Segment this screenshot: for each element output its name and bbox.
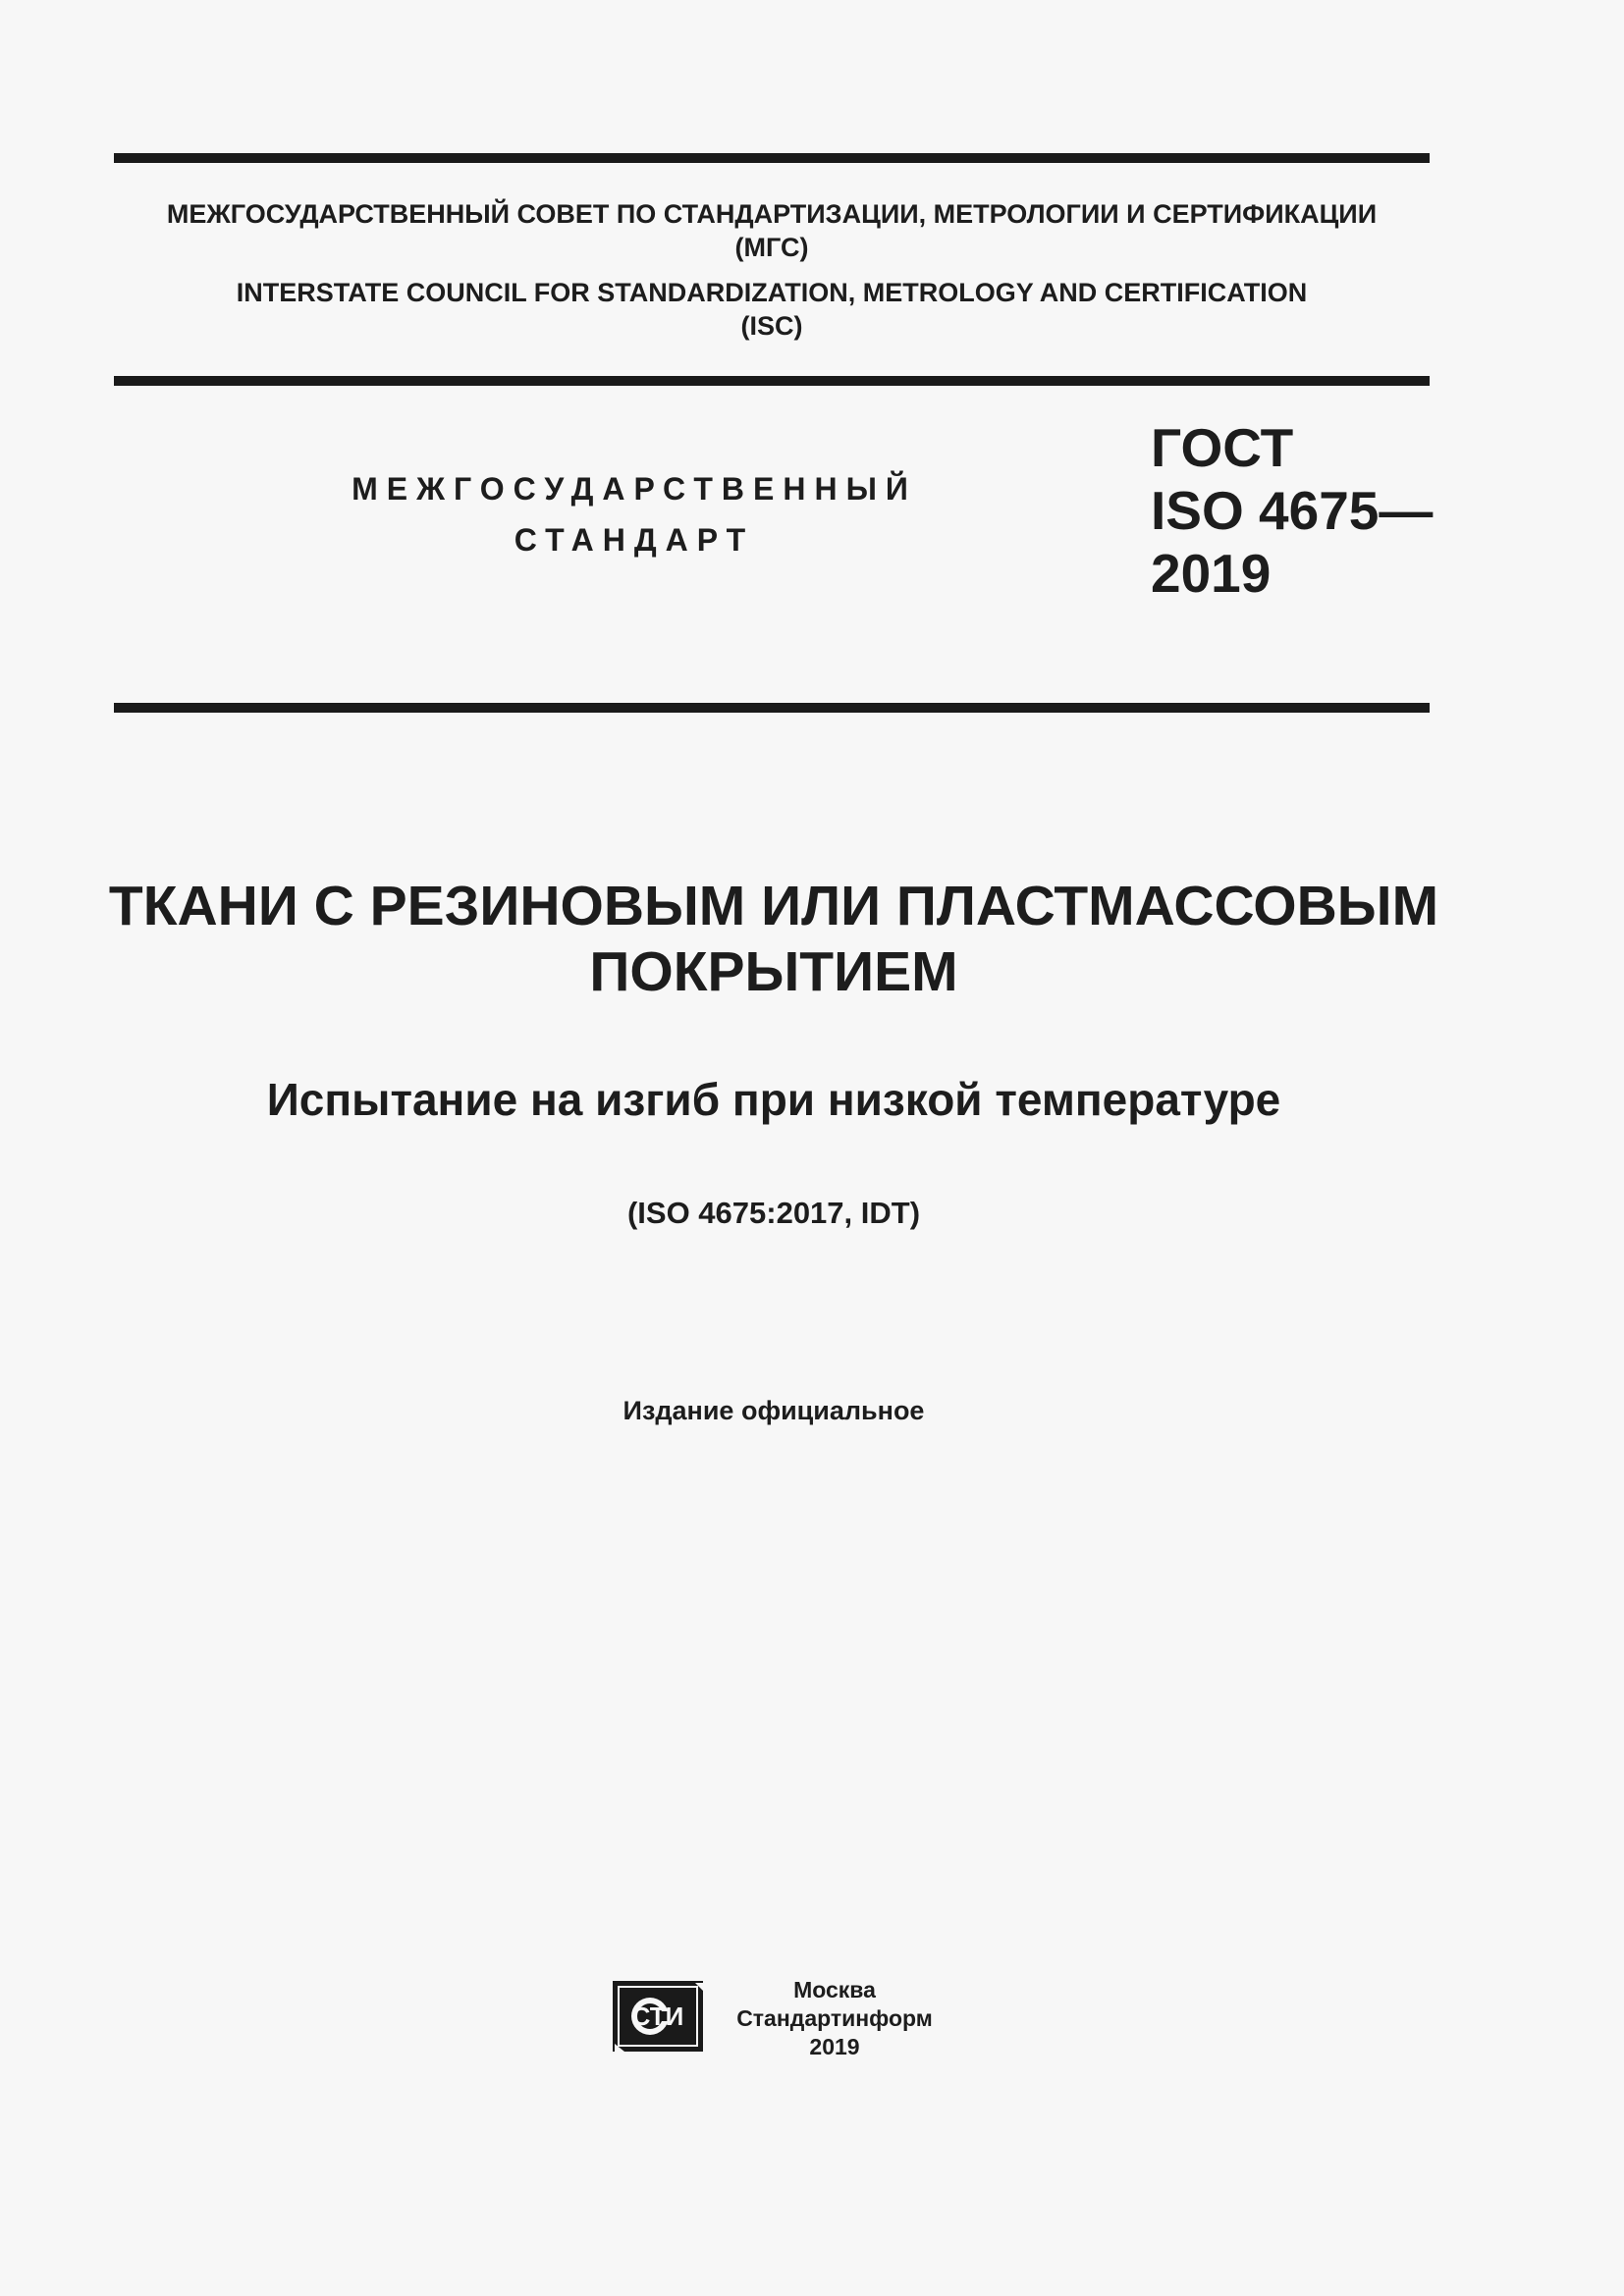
document-title-line1: ТКАНИ С РЕЗИНОВЫМ ИЛИ ПЛАСТМАССОВЫМ (108, 875, 1439, 937)
designation-line3: 2019 (1151, 543, 1272, 604)
document-subtitle: Испытание на изгиб при низкой температуре (266, 1074, 1281, 1125)
publisher-logo-icon (611, 1979, 705, 2054)
middle-rule (114, 376, 1430, 386)
publisher-logo-text: СТИ (631, 2002, 684, 2031)
council-name-ru-text: МЕЖГОСУДАРСТВЕННЫЙ СОВЕТ ПО СТАНДАРТИЗАЦИИ, МЕТРОЛОГИИ И СЕРТИФИКАЦИИ (166, 199, 1378, 229)
publisher-info (707, 1976, 962, 2061)
header-bottom-rule (114, 703, 1430, 713)
council-abbr-ru: (МГС) (734, 233, 809, 262)
publisher-year: 2019 (809, 2034, 860, 2059)
council-abbr-en: (ISC) (740, 311, 803, 341)
iso-reference: (ISO 4675:2017, IDT) (626, 1196, 921, 1230)
standard-type-line1: МЕЖГОСУДАРСТВЕННЫЙ (352, 471, 917, 507)
publisher-name: Стандартинформ (736, 2005, 933, 2031)
designation-line2: ISO 4675— (1151, 480, 1434, 541)
council-name-ru (114, 197, 1430, 264)
top-rule (114, 153, 1430, 163)
standard-designation (1151, 416, 1433, 605)
council-name-en-text: INTERSTATE COUNCIL FOR STANDARDIZATION, METROLOGY AND CERTIFICATION (236, 278, 1308, 307)
designation-line1: ГОСТ (1151, 417, 1294, 478)
document-title (79, 874, 1469, 1005)
edition-label: Издание официальное (623, 1396, 925, 1425)
document-title-line2: ПОКРЫТИЕМ (589, 940, 958, 1003)
standard-type-line2: СТАНДАРТ (514, 522, 755, 558)
council-name-en (114, 276, 1430, 343)
publisher-city: Москва (793, 1977, 876, 2002)
standard-type (271, 463, 998, 565)
